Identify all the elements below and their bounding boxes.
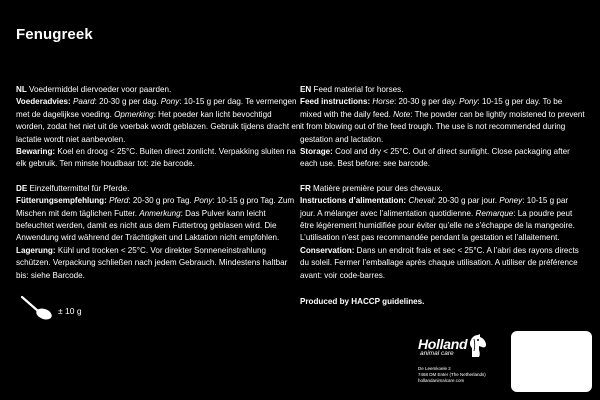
- nl-note: : Het poeder kan licht bevochtigd worden, zodat het niet uit de voerbak wordt geblazen. Gebruik tijdens dracht en lactatie wordt niet aanbevolen.: [16, 109, 301, 144]
- de-note: : Das Pulver kann leicht befeuchtet werden, damit es nicht aus dem Futtertrog geblasen wird. Die Anwendung wird während der Trächtigkeit und Laktation nicht empfohlen.: [16, 208, 280, 243]
- nl-species-horse: Paard: [72, 97, 95, 107]
- scoop-amount: ± 10 g: [58, 306, 82, 316]
- fr-code: FR: [300, 183, 311, 193]
- brand-address: [418, 366, 486, 383]
- de-dosage-label: Fütterungsempfehlung:: [16, 196, 107, 206]
- en-amount-horse: : 20-30 g per day.: [394, 97, 457, 107]
- fr-storage-label: Conservation:: [300, 245, 355, 255]
- fr-dosage-label: Instructions d’alimentation:: [300, 196, 407, 206]
- nl-dosage-label: Voederadvies:: [16, 97, 71, 107]
- fr-amount-pony: : 10-15 g par jour. A mélanger avec l’alimentation quotidienne.: [300, 196, 569, 218]
- nl-code: NL: [16, 85, 27, 94]
- en-species-horse: Horse: [372, 97, 394, 107]
- left-column: [16, 84, 301, 294]
- nl-intro: Voedermiddel diervoeder voor paarden.: [29, 85, 172, 94]
- fr-intro: Matière première pour des chevaux.: [313, 183, 443, 193]
- en-note: : The powder can be lightly moistened to prevent it from blowing out of the feed trough. The use is not recommended during gestation and lactation.: [300, 109, 585, 144]
- right-column: [300, 84, 585, 294]
- nl-amount-pony: : 10-15 g per dag. Te vermengen met de dagelijkse voeding.: [16, 97, 297, 119]
- de-species-horse: Pferd: [109, 196, 129, 206]
- en-species-pony: Pony: [459, 97, 478, 107]
- fr-note: : La poudre peut être légèrement humidifiée pour éviter qu’elle ne s’échappe de la mangeoire. L’utilisation n’est pas recommandée pendant la gestation et l’allaitement.: [300, 208, 575, 243]
- fr-note-label: Remarque: [475, 208, 514, 218]
- nl-storage: Koel en droog < 25°C. Buiten direct zonlicht. Verpakking sluiten na elk gebruik. Ten minste houdbaar tot: zie barcode.: [16, 147, 296, 169]
- nl-note-label: Opmerking: [114, 109, 154, 119]
- de-code: DE: [16, 183, 28, 193]
- en-code: EN: [300, 85, 312, 94]
- de-amount-horse: : 20-30 g pro Tag.: [128, 196, 192, 206]
- brand-tagline: animal care: [420, 350, 454, 357]
- de-section: [16, 183, 301, 282]
- de-amount-pony: : 10-15 g pro Tag. Zum Mischen mit dem täglichen Futter.: [16, 196, 295, 218]
- brand-name: Holland: [418, 336, 468, 352]
- en-storage: Cool and dry < 25°C. Out of direct sunlight. Close packaging after each use. Best before: see barcode.: [300, 147, 570, 169]
- dose-indicator: [20, 294, 140, 322]
- address-line-2: 7468 DM Enter (The Netherlands): [418, 371, 486, 377]
- fr-amount-horse: : 20-30 g par jour.: [433, 196, 498, 206]
- address-line-1: De Leemkoele 2: [418, 366, 451, 371]
- fr-section: [300, 183, 585, 282]
- fr-species-pony: Poney: [499, 196, 523, 206]
- horse-head-icon: [468, 334, 488, 358]
- nl-amount-horse: : 20-30 g per dag.: [94, 97, 159, 107]
- en-amount-pony: : 10-15 g per day. To be mixed with the daily feed.: [300, 97, 563, 119]
- de-intro: Einzelfuttermittel für Pferde.: [29, 183, 130, 193]
- en-dosage-label: Feed instructions:: [300, 97, 371, 107]
- de-storage-label: Lagerung:: [16, 245, 56, 255]
- nl-storage-label: Bewaring:: [16, 147, 56, 157]
- haccp-statement: Produced by HACCP guidelines.: [300, 297, 425, 306]
- en-section: [300, 84, 585, 171]
- de-species-pony: Pony: [193, 196, 213, 206]
- scoop-icon: [20, 294, 54, 322]
- nl-section: [16, 84, 301, 171]
- website: hollandanimalcare.com: [418, 377, 465, 383]
- fr-species-horse: Cheval: [408, 196, 434, 206]
- fr-storage: Dans un endroit frais et sec < 25°C. A l’abri des rayons directs du soleil. Fermer l’emballage après chaque utilisation. A utiliser de préférence avant: voir code-barres.: [300, 245, 579, 280]
- de-storage: Kühl und trocken < 25°C. Vor direkter Sonneneinstrahlung schützen. Verpackung schließen nach jedem Gebrauch. Mindestens haltbar bis: siehe Barcode.: [16, 245, 288, 280]
- product-title: Fenugreek: [16, 26, 93, 43]
- barcode-area: [511, 331, 592, 392]
- nl-species-pony: Pony: [160, 97, 180, 107]
- en-intro: Feed material for horses.: [313, 85, 404, 94]
- de-note-label: Anmerkung: [139, 208, 181, 218]
- en-note-label: Note: [393, 109, 411, 119]
- en-storage-label: Storage:: [300, 147, 333, 157]
